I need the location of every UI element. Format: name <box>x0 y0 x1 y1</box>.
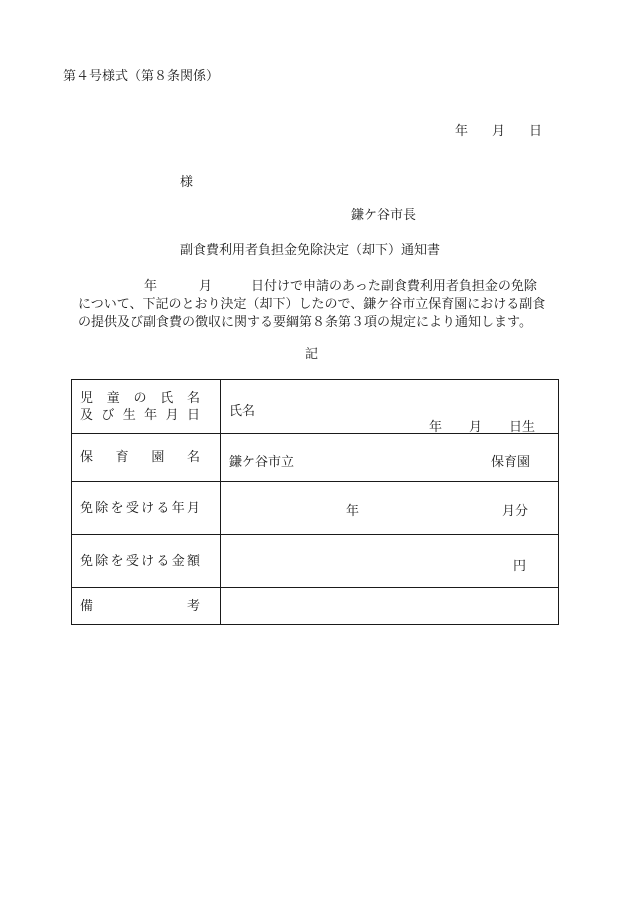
date-year: 年 <box>455 124 469 139</box>
issuer: 鎌ケ谷市長 <box>351 208 417 223</box>
label-char: 月 <box>165 407 179 423</box>
label-char: 備 <box>80 598 94 614</box>
label-char: 名 <box>186 450 200 465</box>
name-label-line1 <box>72 390 220 407</box>
label-char: る <box>156 553 170 569</box>
label-char: 及 <box>80 407 94 423</box>
table-row-name <box>72 380 559 434</box>
table-row-exempt-month <box>72 482 559 535</box>
document-title: 副食費利用者負担金免除決定（却下）通知書 <box>180 243 441 258</box>
school-suffix: 保育園 <box>490 455 530 470</box>
label-char: を <box>110 500 124 516</box>
remarks-label-cell <box>72 588 221 625</box>
label-char: を <box>110 553 124 569</box>
label-char: 名 <box>186 390 200 406</box>
label-char: 月 <box>186 500 200 516</box>
school-label-cell <box>72 434 221 482</box>
label-char: 考 <box>186 598 200 614</box>
birth-day: 日生 <box>509 420 536 435</box>
detail-table <box>71 379 559 625</box>
month-label-cell <box>72 482 221 535</box>
label-char: 保 <box>80 450 94 465</box>
date-month: 月 <box>492 124 506 139</box>
label-char: 児 <box>80 390 94 406</box>
name-field-label: 氏名 <box>229 404 256 419</box>
body-line-1-text: 日付けで申請のあった副食費利用者負担金の免除 <box>251 279 537 294</box>
label-char: び <box>101 407 115 423</box>
amount-unit: 円 <box>512 559 526 574</box>
label-char: る <box>156 500 170 516</box>
label-char: 除 <box>95 500 109 516</box>
issue-date <box>455 125 542 138</box>
amount-label <box>72 553 220 570</box>
body-month: 月 <box>199 279 213 294</box>
label-char: 年 <box>144 407 158 423</box>
label-char: の <box>133 390 147 406</box>
amount-value-cell[interactable] <box>221 535 559 588</box>
label-char: 生 <box>122 407 136 423</box>
month-unit: 月分 <box>501 504 528 519</box>
table-row-exempt-amount <box>72 535 559 588</box>
label-char: 園 <box>151 450 165 465</box>
body-line-3: の提供及び副食費の徴収に関する要綱第８条第３項の規定により通知します。 <box>78 315 532 330</box>
notice-body <box>78 278 558 332</box>
remarks-label <box>72 598 220 615</box>
label-char: 童 <box>106 390 120 406</box>
label-char: け <box>141 500 155 516</box>
label-char: 免 <box>80 500 94 516</box>
birth-year: 年 <box>429 420 443 435</box>
birth-date <box>429 416 535 435</box>
amount-label-cell <box>72 535 221 588</box>
label-char: け <box>141 553 155 569</box>
label-char: 受 <box>125 553 139 569</box>
label-char: 金 <box>171 553 185 569</box>
recipient-honorific: 様 <box>180 175 194 190</box>
table-row-school <box>72 434 559 482</box>
school-label <box>72 449 220 466</box>
name-label-cell <box>72 380 221 434</box>
ki-heading: 記 <box>305 347 319 362</box>
name-label-line2 <box>72 407 220 424</box>
label-char: 氏 <box>160 390 174 406</box>
birth-month: 月 <box>469 420 483 435</box>
label-char: 免 <box>80 553 94 569</box>
school-value-cell[interactable] <box>221 434 559 482</box>
name-value-cell[interactable] <box>221 380 559 434</box>
month-label <box>72 500 220 517</box>
month-year: 年 <box>346 504 360 519</box>
remarks-value-cell[interactable] <box>221 588 559 625</box>
label-char: 除 <box>95 553 109 569</box>
label-char: 育 <box>115 450 129 465</box>
body-year: 年 <box>144 279 158 294</box>
body-line-2: について、下記のとおり決定（却下）したので、鎌ケ谷市立保育園における副食 <box>78 297 546 312</box>
school-prefix: 鎌ケ谷市立 <box>229 455 295 470</box>
label-char: 受 <box>125 500 139 516</box>
label-char: 年 <box>171 500 185 516</box>
date-day: 日 <box>529 124 543 139</box>
form-number: 第４号様式（第８条関係） <box>63 69 220 84</box>
label-char: 日 <box>186 407 200 423</box>
label-char: 額 <box>186 553 200 569</box>
table-row-remarks <box>72 588 559 625</box>
month-value-cell[interactable] <box>221 482 559 535</box>
body-line-1 <box>78 278 558 296</box>
